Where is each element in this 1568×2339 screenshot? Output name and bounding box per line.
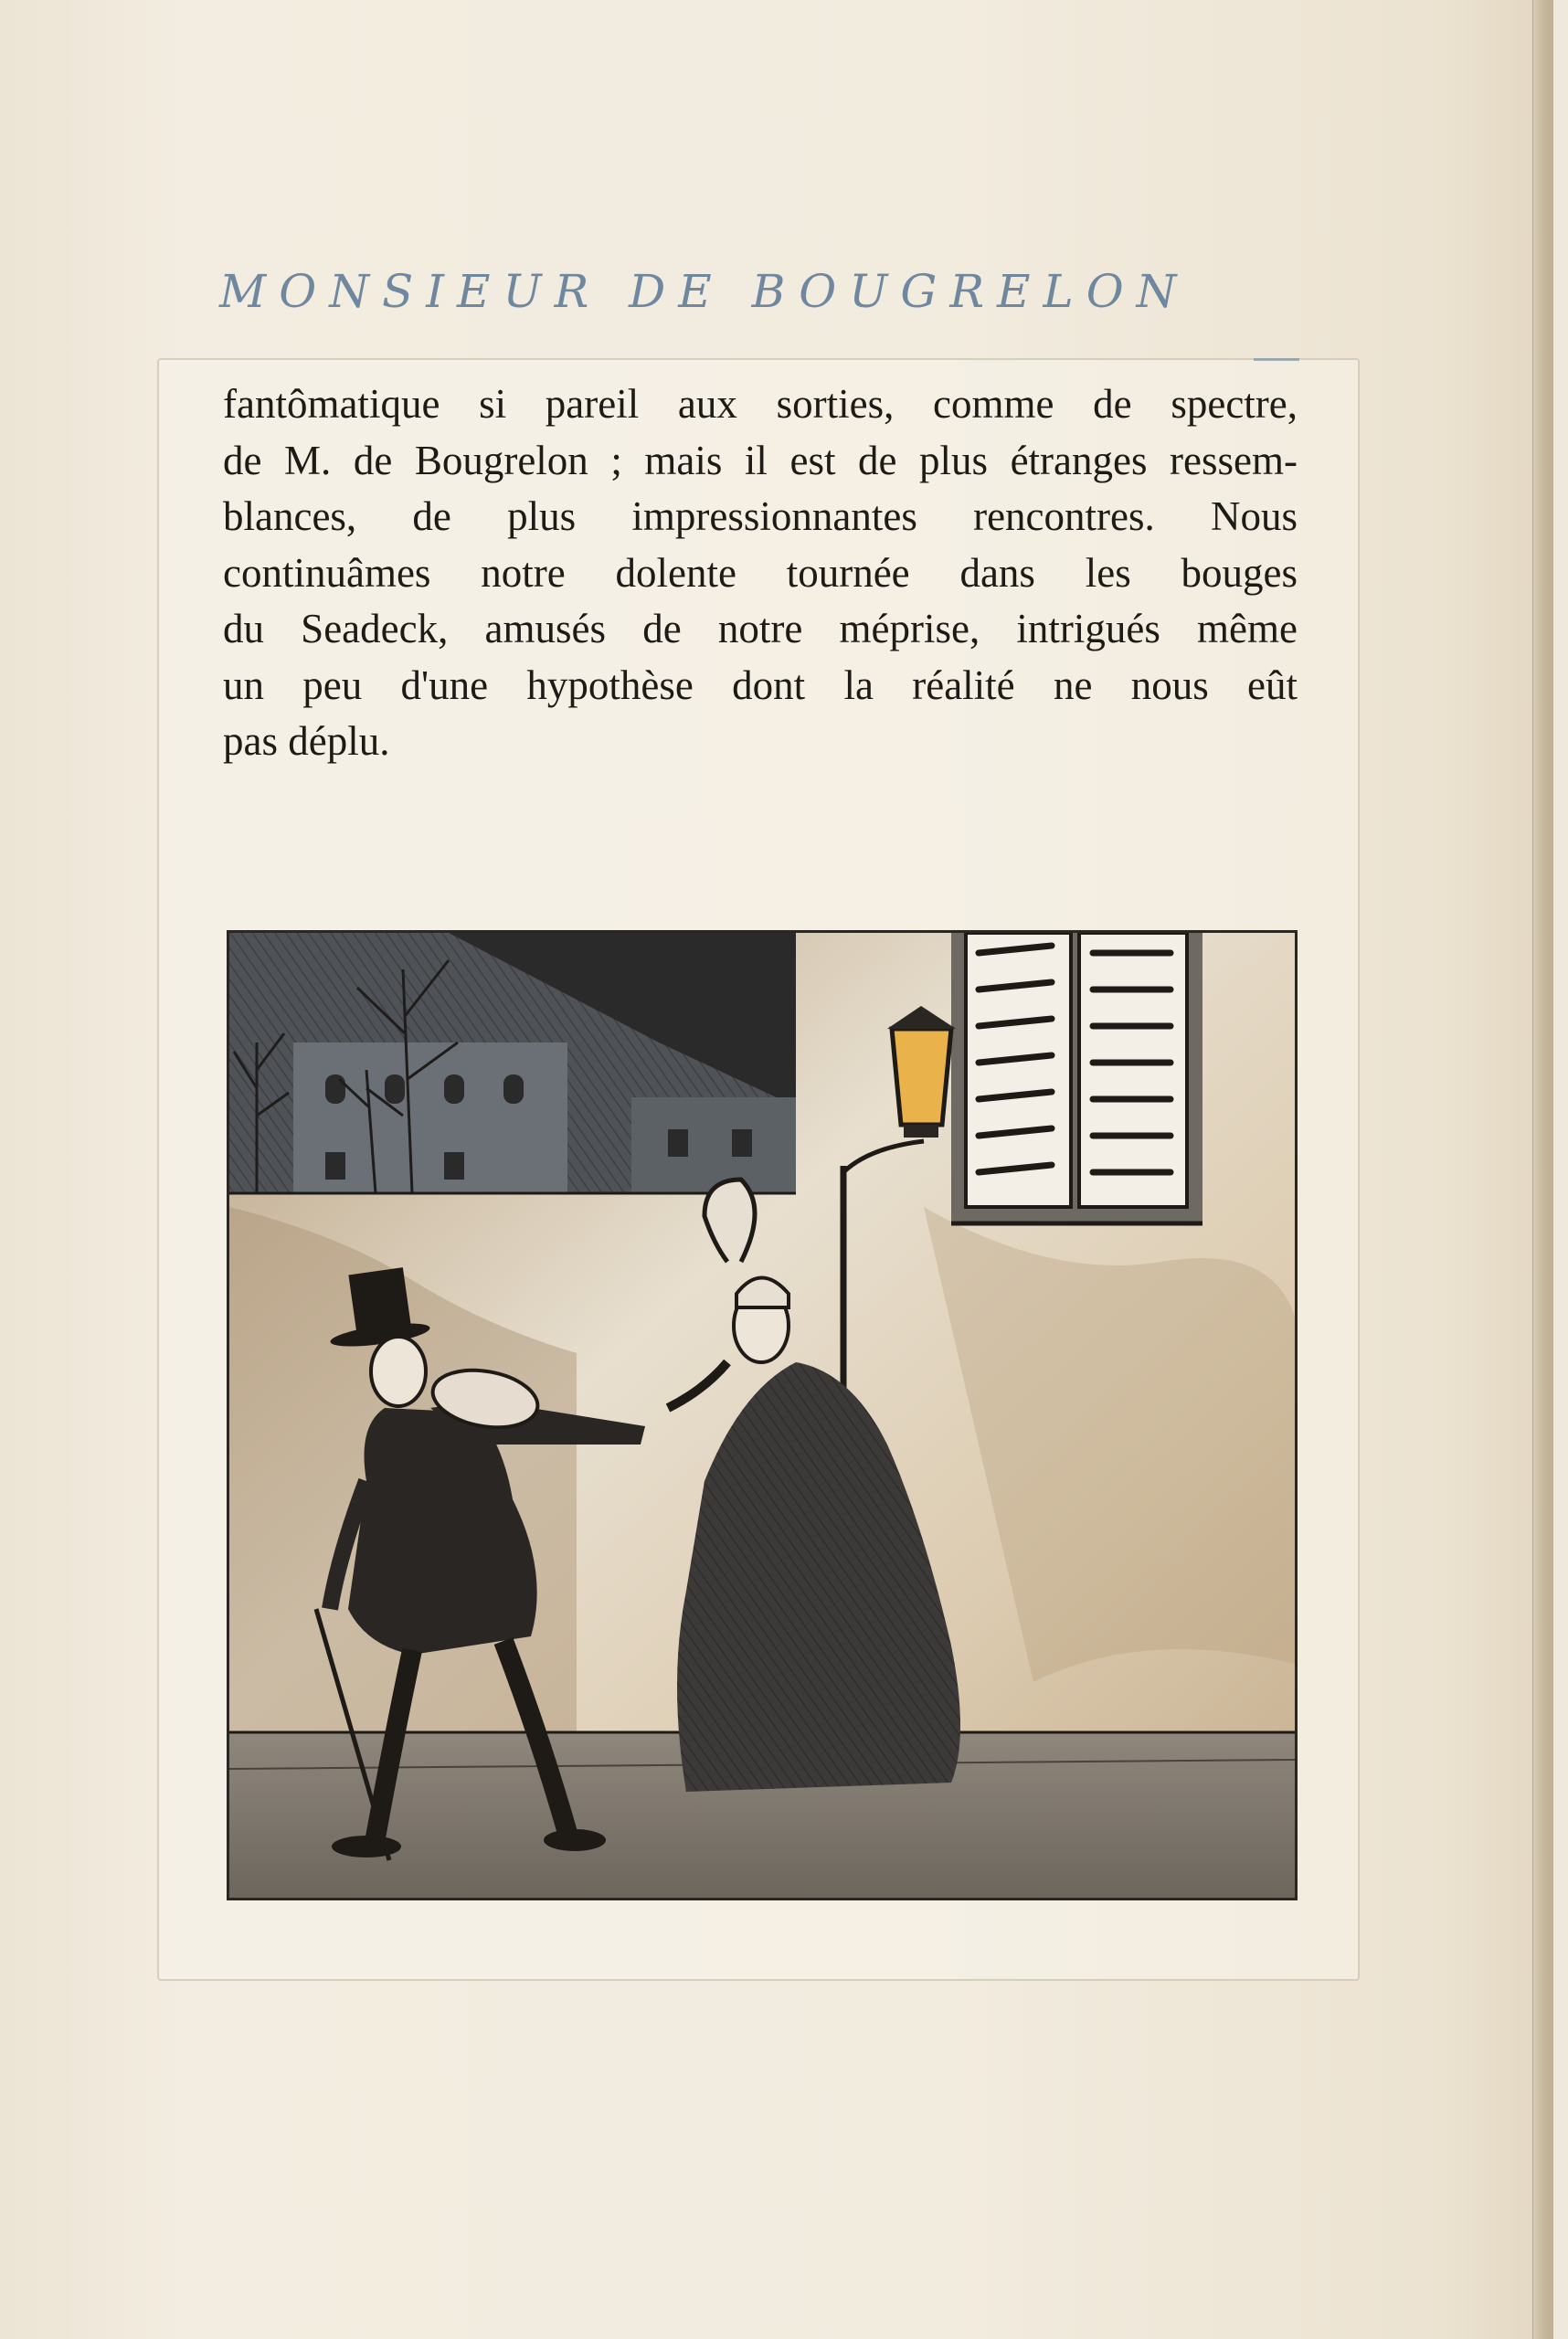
text-line: fantômatique si pareil aux sorties, comme de spectre, — [223, 381, 1298, 427]
distant-house — [631, 1097, 796, 1193]
shutters — [951, 933, 1202, 1223]
etching-svg — [229, 933, 1295, 1898]
text-line: continuâmes notre dolente tournée dans les bouges — [223, 549, 1298, 596]
etching-illustration — [227, 930, 1298, 1900]
text-line: blances, de plus impressionnantes rencontres. Nous — [223, 493, 1298, 539]
head-rule — [1254, 358, 1299, 361]
text-line: pas déplu. — [223, 718, 390, 764]
page-edge — [1532, 0, 1553, 2339]
running-head: MONSIEUR DE BOUGRELON — [219, 265, 1190, 318]
body-text — [223, 376, 1298, 770]
text-line: du Seadeck, amusés de notre méprise, intrigués même — [223, 606, 1298, 651]
text-line: de M. de Bougrelon ; mais il est de plus étranges ressem- — [223, 437, 1298, 483]
text-line: un peu d'une hypothèse dont la réalité ne nous eût — [223, 661, 1298, 708]
